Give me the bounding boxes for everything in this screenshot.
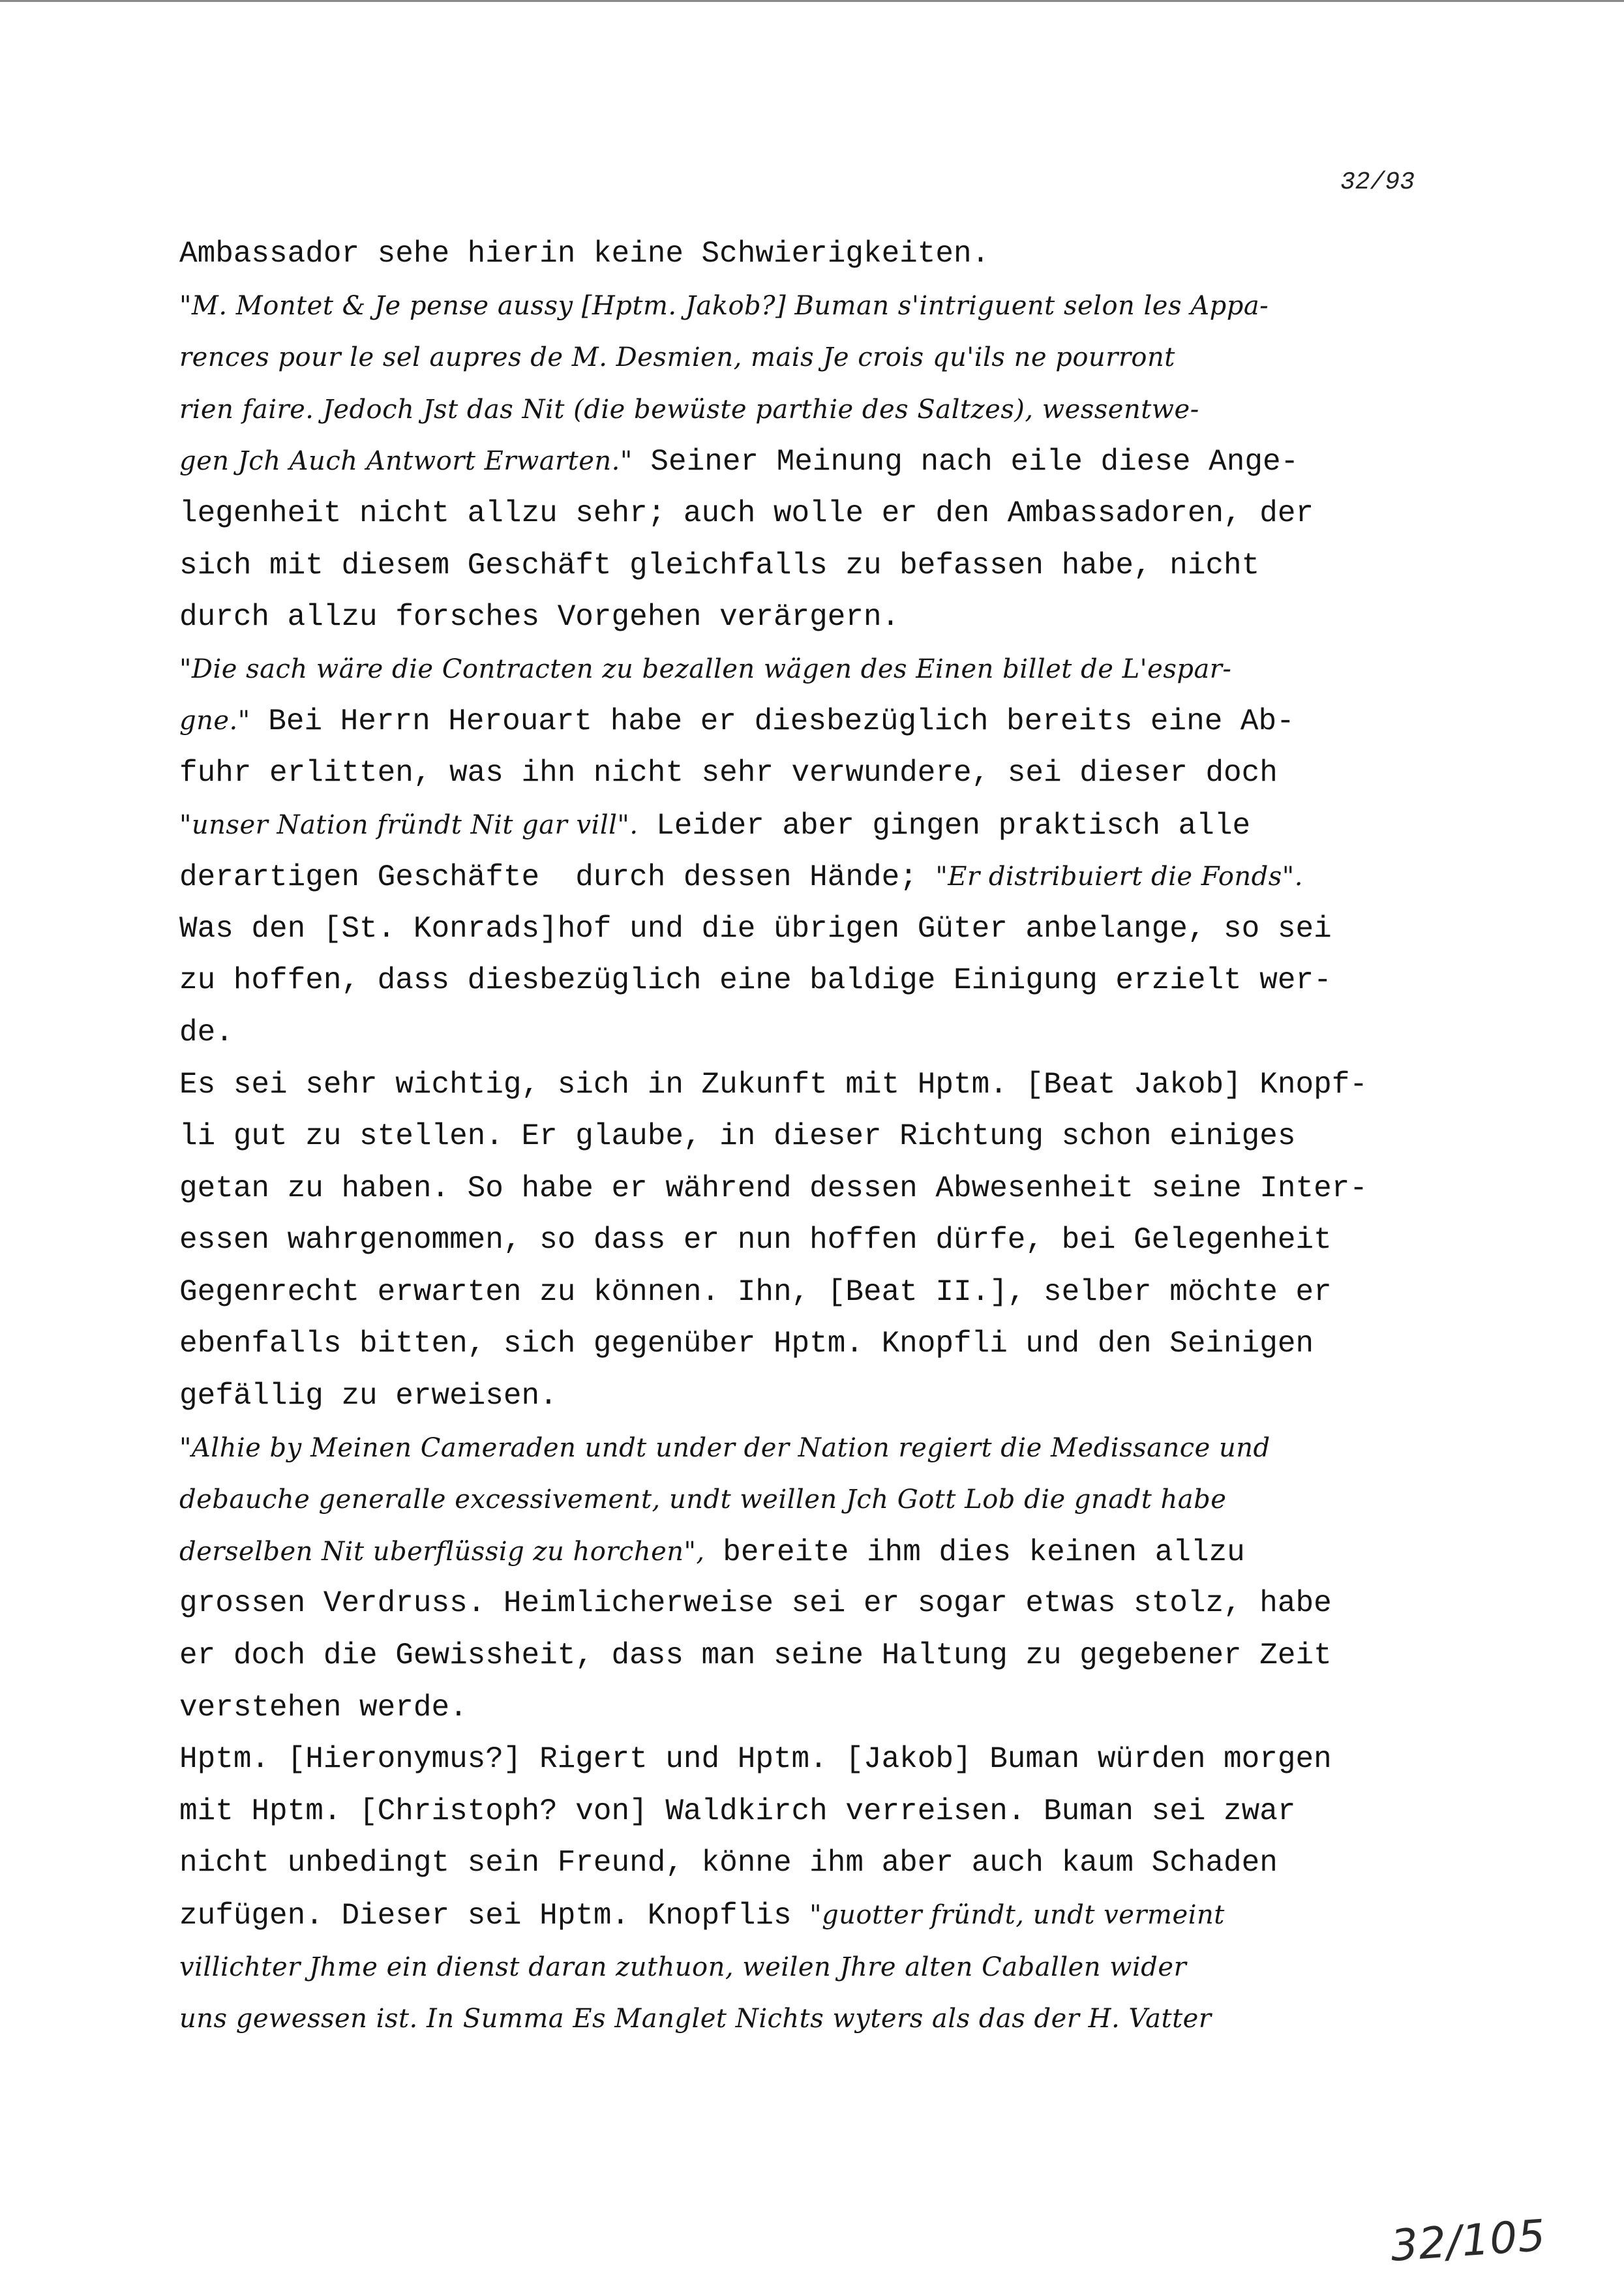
text-line (179, 1630, 1484, 1682)
text-line (179, 1474, 1484, 1526)
text-line (179, 1837, 1484, 1890)
archive-folio-mark: 32/105 (1389, 2210, 1548, 2271)
text-segment: Hptm. [Hieronymus?] Rigert und Hptm. [Jakob] Buman würden morgen (179, 1742, 1332, 1777)
text-line (179, 1423, 1484, 1475)
quoted-text-segment: rien faire. Jedoch Jst das Nit (die bewüste parthie des Saltzes), wessentwe- (179, 394, 1199, 425)
text-line (179, 436, 1484, 488)
quoted-text-segment: villichter Jhme ein dienst daran zuthuon, weilen Jhre alten Caballen wider (179, 1952, 1187, 1982)
quoted-text-segment: "guotter fründt, undt vermeint (809, 1900, 1225, 1930)
text-segment: li gut zu stellen. Er glaube, in dieser Richtung schon einiges (179, 1119, 1296, 1154)
text-line (179, 1578, 1484, 1630)
text-line (179, 1993, 1484, 2045)
text-segment: nicht unbedingt sein Freund, könne ihm aber auch kaum Schaden (179, 1846, 1278, 1880)
text-segment: fuhr erlitten, was ihn nicht sehr verwundere, sei dieser doch (179, 755, 1278, 790)
quoted-text-segment: derselben Nit uberflüssig zu horchen", (179, 1536, 705, 1567)
quoted-text-segment: rences pour le sel aupres de M. Desmien, mais Je crois qu'ils ne pourront (179, 342, 1175, 373)
body-text (179, 228, 1484, 2045)
text-line (179, 332, 1484, 384)
quoted-text-segment: debauche generalle excessivement, undt weillen Jch Gott Lob die gnadt habe (179, 1485, 1227, 1515)
text-line (179, 488, 1484, 540)
quoted-text-segment: uns gewessen ist. In Summa Es Manglet Nichts wyters als das der H. Vatter (179, 2004, 1212, 2034)
text-line (179, 592, 1484, 644)
text-segment: ebenfalls bitten, sich gegenüber Hptm. Knopfli und den Seinigen (179, 1327, 1314, 1361)
text-segment: getan zu haben. So habe er während dessen Abwesenheit seine Inter- (179, 1171, 1368, 1205)
text-line (179, 955, 1484, 1007)
text-segment: verstehen werde. (179, 1690, 468, 1725)
text-line (179, 1007, 1484, 1059)
text-line (179, 1370, 1484, 1423)
quoted-text-segment: "Er distribuiert die Fonds". (935, 862, 1303, 892)
page-top-edge (0, 0, 1624, 2)
text-segment: Gegenrecht erwarten zu können. Ihn, [Beat II.], selber möchte er (179, 1275, 1332, 1309)
text-line (179, 1734, 1484, 1786)
quoted-text-segment: "Alhie by Meinen Cameraden undt under der Nation regiert die Medissance und (179, 1432, 1271, 1463)
text-line (179, 1526, 1484, 1578)
text-segment: Was den [St. Konrads]hof und die übrigen Güter anbelange, so sei (179, 911, 1332, 946)
text-segment: er doch die Gewissheit, dass man seine Haltung zu gegebener Zeit (179, 1638, 1332, 1673)
text-segment: grossen Verdruss. Heimlicherweise sei er sogar etwas stolz, habe (179, 1586, 1332, 1621)
text-segment: Seiner Meinung nach eile diese Ange- (632, 445, 1299, 479)
text-segment: zufügen. Dieser sei Hptm. Knopflis (179, 1899, 810, 1933)
text-line (179, 1318, 1484, 1370)
text-line (179, 1267, 1484, 1319)
text-segment: mit Hptm. [Christoph? von] Waldkirch verreisen. Buman sei zwar (179, 1794, 1296, 1828)
quoted-text-segment: "unser Nation fründt Nit gar vill". (179, 809, 639, 840)
quoted-text-segment: "Die sach wäre die Contracten zu bezallen wägen des Einen billet de L'espar- (179, 654, 1232, 684)
text-line (179, 1942, 1484, 1994)
text-segment: bereite ihm dies keinen allzu (704, 1535, 1245, 1569)
text-line (179, 1059, 1484, 1111)
text-segment: derartigen Geschäfte durch dessen Hände; (179, 860, 936, 895)
text-segment: de. (179, 1015, 233, 1049)
text-segment: gefällig zu erweisen. (179, 1379, 558, 1413)
text-segment: durch allzu forsches Vorgehen verärgern. (179, 600, 900, 635)
text-line (179, 695, 1484, 747)
text-segment: Bei Herrn Herouart habe er diesbezüglich bereits eine Ab- (250, 704, 1295, 739)
text-segment: sich mit diesem Geschäft gleichfalls zu befassen habe, nicht (179, 548, 1260, 582)
text-line (179, 747, 1484, 800)
text-line (179, 280, 1484, 333)
text-line (179, 1786, 1484, 1838)
text-line (179, 800, 1484, 852)
text-line (179, 644, 1484, 696)
quoted-text-segment: "M. Montet & Je pense aussy [Hptm. Jakob?] Buman s'intriguent selon les Appa- (179, 290, 1269, 321)
text-line (179, 1163, 1484, 1215)
text-segment: Ambassador sehe hierin keine Schwierigkeiten. (179, 237, 990, 271)
text-line (179, 1215, 1484, 1267)
text-segment: Leider aber gingen praktisch alle (638, 808, 1251, 843)
text-line (179, 384, 1484, 436)
text-line (179, 1111, 1484, 1163)
quoted-text-segment: gen Jch Auch Antwort Erwarten." (179, 446, 633, 477)
text-line (179, 851, 1484, 903)
text-segment: Es sei sehr wichtig, sich in Zukunft mit Hptm. [Beat Jakob] Knopf- (179, 1067, 1368, 1102)
text-line (179, 903, 1484, 956)
text-segment: essen wahrgenommen, so dass er nun hoffen dürfe, bei Gelegenheit (179, 1223, 1332, 1258)
text-segment: legenheit nicht allzu sehr; auch wolle er den Ambassadoren, der (179, 496, 1314, 530)
text-segment: zu hoffen, dass diesbezüglich eine baldige Einigung erzielt wer- (179, 963, 1332, 998)
page-number: 32/93 (1340, 168, 1415, 196)
quoted-text-segment: gne." (179, 706, 250, 736)
text-line (179, 228, 1484, 280)
text-line (179, 540, 1484, 592)
text-line (179, 1682, 1484, 1734)
text-line (179, 1890, 1484, 1942)
